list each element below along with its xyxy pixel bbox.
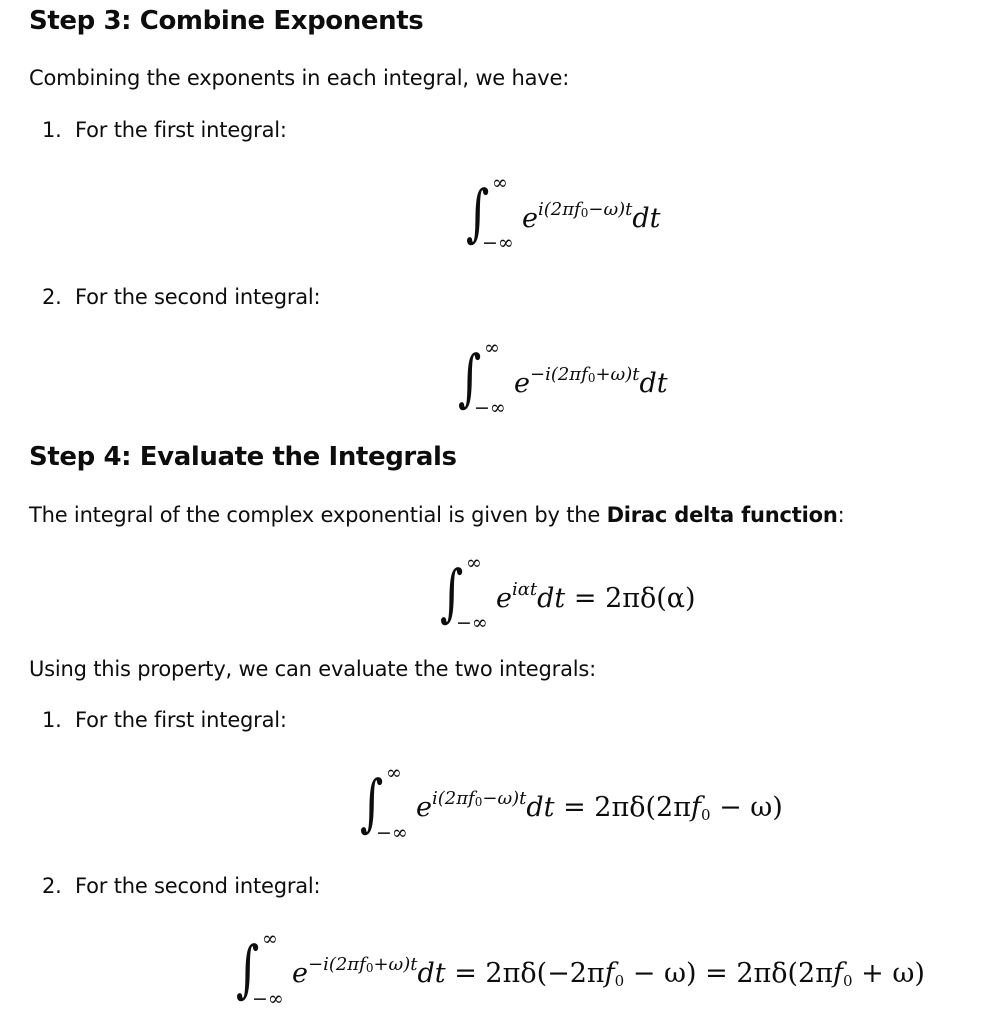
integral-sign: ∫ ∞ −∞ (236, 928, 284, 1010)
list-label: For the first integral: (75, 708, 287, 732)
list-label: For the first integral: (75, 118, 287, 142)
list-number: 2. (42, 874, 62, 898)
step-4-transition: Using this property, we can evaluate the two integrals: (29, 657, 596, 681)
equation-first-integral (466, 172, 661, 256)
list-label: For the second integral: (75, 285, 321, 309)
step-3-list-item-2 (42, 285, 320, 309)
dirac-delta-term: Dirac delta function (606, 503, 838, 527)
integrand: $e^{i(2\pi f0-\omega)t}dt$ (522, 198, 661, 234)
step-4-heading: Step 4: Evaluate the Integrals (29, 442, 457, 472)
integrand: $e^{-i(2\pi f0+\omega)t}dt = 2\pi\delta(-2\pi f_0 - \omega) = 2\pi\delta(2\pi f_0 + \omega)$ (292, 954, 925, 990)
step-3-intro: Combining the exponents in each integral, we have: (29, 66, 570, 90)
equation-first-result (360, 762, 783, 846)
integral-sign: ∫ ∞ −∞ (466, 172, 514, 254)
equation-second-result (236, 928, 925, 1012)
equation-second-integral (458, 337, 668, 421)
list-number: 2. (42, 285, 62, 309)
list-number: 1. (42, 118, 62, 142)
integrand: $e^{-i(2\pi f0+\omega)t}dt$ (514, 363, 668, 399)
step-4-list-item-1 (42, 708, 287, 732)
list-number: 1. (42, 708, 62, 732)
step-4-list-item-2 (42, 874, 320, 898)
step-3-heading: Step 3: Combine Exponents (29, 6, 424, 36)
integrand: $e^{i(2\pi f0-\omega)t}dt = 2\pi\delta(2\pi f_0 - \omega)$ (416, 788, 783, 824)
step-3-list-item-1 (42, 118, 287, 142)
equation-dirac-property (440, 552, 696, 636)
step-4-intro: The integral of the complex exponential is given by the Dirac delta function: (29, 503, 845, 527)
integral-sign: ∫ ∞ −∞ (440, 552, 488, 634)
list-label: For the second integral: (75, 874, 321, 898)
integral-sign: ∫ ∞ −∞ (458, 337, 506, 419)
integral-sign: ∫ ∞ −∞ (360, 762, 408, 844)
integrand: $e^{i\alpha t}dt = 2\pi\delta(\alpha)$ (496, 578, 696, 614)
